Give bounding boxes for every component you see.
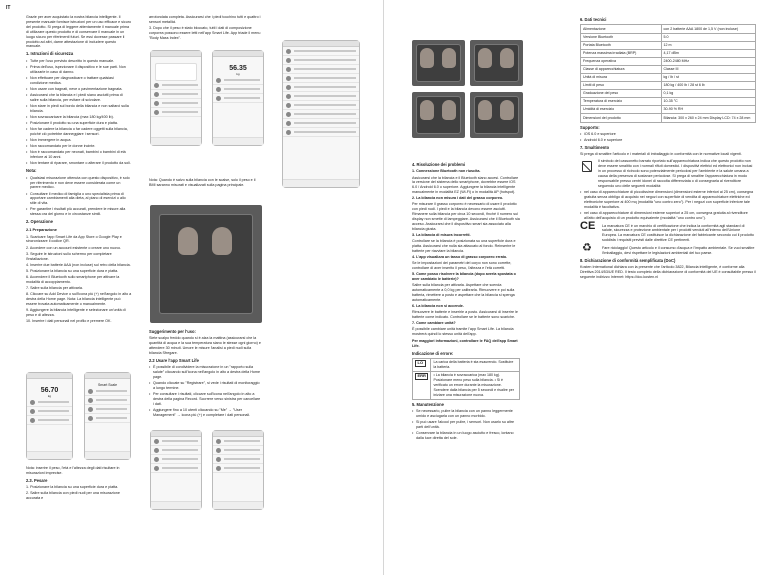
weigh-heading: 2.3. Pesare — [26, 477, 48, 483]
list-item: • Non immergere in acqua. — [26, 138, 132, 143]
spec-value: 10-35 °C — [661, 98, 756, 106]
error-display-heading: Indicazione di errore: — [412, 350, 454, 356]
app-list — [149, 365, 261, 418]
preparation-steps — [26, 235, 132, 324]
list-item: • Non effettuare per diagnosticare o trattare qualsiasi condizione medica. — [26, 76, 132, 86]
specs-heading: 6. Dati tecnici — [580, 17, 607, 22]
recycle-text: Fare riciclaggio! Questo articolo e il consumo d'acqua e l'impatto ambientale. Se vuoi smaltire l'imballaggio, devi rispettare le legislazioni ambientali del tuo paese. — [602, 246, 755, 256]
middle-column-top — [149, 15, 261, 42]
error-description: La carica della batteria è sta esaurendo. Sostituire la batteria. — [431, 359, 520, 372]
bottom-note: Nota: inserire il peso, l'età e l'altezza degli dati risultare in misurazioni imprecise. — [26, 466, 120, 475]
error-table — [412, 358, 520, 400]
support-heading: Supporto: — [580, 124, 600, 130]
note-heading: Nota: — [26, 168, 37, 174]
error-row — [413, 372, 520, 400]
app-screenshot-weight — [150, 50, 202, 146]
note-2-text: Nota: Quando è salvo sulla bilancia con le scalse, solo il peso e il BMI saranno misurati e visualizzati sulla pagina principale. — [149, 178, 256, 187]
app-screenshot-result — [212, 50, 264, 146]
troubleshooting-column — [412, 160, 520, 442]
spec-label: Unità di misura — [581, 73, 662, 81]
maintenance-list — [412, 409, 520, 441]
support-list — [580, 132, 756, 143]
trouble-question: 2. La bilancia non misura i dati del grasso corporeo. — [412, 196, 504, 201]
spec-value: Classe III — [661, 65, 756, 73]
recycle-block — [580, 242, 756, 256]
doc-text: Kosten International dichiara con la presente che l'articolo 3822, Bilancia intelligente, è conforme alla Direttiva 2014/53/UE RED. Il testo completo della dichiarazione di conformità del UE è consultabile presso il seguente indirizzo Internet: https://doc.kosten.nl — [580, 265, 756, 280]
app-screenshot-add-device — [282, 40, 360, 188]
list-item: • Prima dell'uso, ispezionare il dispositivo e le sue parti. Non utilizzarle in caso di danno. — [26, 65, 132, 75]
screen-weight-value: 56.70 — [40, 387, 59, 394]
faq-text: Per maggiori informazioni, controllare le FAQ dell'app Smart Life. — [412, 338, 518, 348]
spec-value: con 2 batterie AAA 1800 de 1,5 V (non incluse) — [661, 25, 756, 33]
list-item: • Non stare in piedi sul bordo della bilancia e non saltarci sulla bilancia. — [26, 104, 132, 114]
left-column-text — [26, 15, 132, 325]
spec-value: 4,17 dBm — [661, 49, 756, 57]
list-item: • Posizionare il prodotto su una superficie dura e piatta. — [26, 121, 132, 126]
spec-value: 12 m — [661, 41, 756, 49]
spec-label: Frequenza operativa — [581, 57, 662, 65]
tips-heading: Suggerimento per l'uso: — [149, 329, 196, 334]
list-item: • nel caso di apparecchiature di piccolissime dimensioni (dimensioni esterne inferiori ai 25 cm), consegna gratuita senza obbligo di acquisto nei negozi con superficie di vendita di apparecchiature elettriche ed elettroniche superiore ai 400 mq (modalità "uno contro zero"). Per i negozi con superficie inferiore tale modalità è facoltativa. — [580, 190, 756, 210]
ce-text: La marcatura CE è un marchio di certificazione che indica la conformità agli standard di salute, sicurezza e protezione ambientale per i prodotti venduti all'interno dell'Unione Europea. La marcatura CE costituisce la dichiarazione del fabbricante secondo cui il prodotto soddisfa i requisiti previsti dalle direttive CE pertinenti. — [602, 223, 754, 243]
spec-value: 5.0 — [661, 33, 756, 41]
list-item: 8. Cliccare su Add Device o sull'icona più (+) nell'angolo in alto a destra della Home page. Nota: La bilancia intelligente può essere trovata automaticamente o manualmente. — [26, 291, 132, 306]
spec-value: Bilancia: 300 x 260 x 24 mm Display LCD: 74 x 28 mm — [661, 114, 756, 122]
app-screenshot-report — [150, 430, 202, 510]
ce-mark-icon: CE — [580, 219, 596, 232]
list-item: • Android 6.0 e superiore — [580, 138, 756, 143]
spec-value: 30-90 % RH — [661, 106, 756, 114]
safety-heading: 1. Istruzioni di sicurezza — [26, 51, 74, 57]
spec-label: Dimensioni del prodotto — [581, 114, 662, 122]
screen-result-value: 56.35 — [229, 65, 247, 72]
spec-value: 180 kg / 400 lb / 28 st 6 lb — [661, 82, 756, 90]
list-item: • Quando cliccate su "Registrare", si vede i risultati di monitoraggio a lungo termine. — [149, 381, 261, 391]
list-item: • Non è raccomandato per neonati, bambini o bambini di età inferiore ai 10 anni. — [26, 150, 132, 160]
error-code: ERR — [415, 373, 428, 380]
list-item: 7. Salire sulla bilancia per attivarla. — [26, 285, 83, 290]
scale-photo-3 — [412, 92, 465, 138]
list-item: • Non raccomandato per le donne incinte. — [26, 144, 132, 149]
list-item: 4. Inserire due batterie AAA (non incluse) sul retro della bilancia. — [26, 262, 131, 267]
trouble-question: 6. La bilancia non si accende. — [412, 303, 464, 308]
intro-paragraph: Grazie per aver acquistato la nostra bilancia intelligente. Il presente manuale fornisce istruzioni per un uso efficace e sicuro del prodotto. Si prega di leggere attentamente il manuale prima di utilizzare questo prodotto e di conservare il manuale in un luogo sicuro per riferimenti futuri. Se essi dovesse passare il prodotto ad altri, darne attestazione di includere questo manuale. — [26, 15, 132, 49]
operation-heading: 2. Operazione — [26, 219, 53, 225]
list-item: 1. Scaricare l'app Smart Life da App Store o Google Play e sincronizzare il codice QR. — [26, 234, 122, 244]
doc-heading: 8. Dichiarazione di conformità semplificata (DoC) — [580, 257, 676, 263]
troubleshooting-heading: 4. Risoluzione dei problemi — [412, 162, 465, 167]
list-item: • È possibile di condividere la misurazione in un "rapporto sulla salute" cliccando sull'icona nell'angolo in alto a destra della Home page. — [149, 365, 261, 380]
safety-list — [26, 59, 132, 166]
spec-row — [581, 65, 756, 73]
list-item: • Non tentare di riparare, smontare o alterare il prodotto da soli. — [26, 161, 132, 166]
right-page — [384, 0, 768, 575]
disposal-heading: 7. Smaltimento — [580, 144, 610, 150]
list-item: 1. Posizionare la bilancia su una superficie dura e piatta. — [26, 485, 119, 490]
preparation-heading: 2.1 Preparazione — [26, 227, 57, 233]
spec-row — [581, 82, 756, 90]
app-screenshot-home — [26, 372, 73, 460]
spec-value: 2400-2480 MHz — [661, 57, 756, 65]
spec-label: Portata Bluetooth — [581, 41, 662, 49]
list-item: • Se necessario, pulire la bilancia con un panno leggermente umido e asciugarla con un panno morbido. — [412, 409, 520, 419]
list-item: • Non sovraccaricare la bilancia (max 180 kg/400 lb). — [26, 115, 132, 120]
troubleshooting-list — [412, 169, 520, 337]
ce-block — [580, 219, 756, 244]
list-item: • Conservare la bilancia in un luogo asciutto e fresco, lontano dalla luce diretta del sole. — [412, 431, 520, 441]
app-screenshot-records — [212, 430, 264, 510]
spec-row — [581, 90, 756, 98]
page-language-tag: IT — [6, 5, 11, 11]
trouble-answer: Se le impostazioni dei parametri del corpo non sono corrette, controllare di aver inserito il peso, l'altezza e l'età corretti. — [412, 261, 512, 271]
screen-result-unit: kg — [236, 72, 240, 76]
app-screenshot-scale — [84, 372, 131, 460]
step-3-text: 3. Dopo che il peso è stato bloccato, tutti i dati di composizione corporea possono essere letti nell'app Smart Life. App triade il menu "Body Mass Index". — [149, 26, 261, 40]
weigh-steps — [26, 485, 132, 501]
list-item: • iOS 6.0 e superiore — [580, 132, 756, 137]
weee-block — [580, 159, 756, 188]
trouble-answer: Salire sulla bilancia per attivarla. Aspettare che scenda automaticamente a 0,0 kg per calibrarla. Rimuovere e poi sulla batteria, rimettere a posto e aspettare che la bilancia si spenga automaticamente. — [412, 283, 515, 302]
spec-label: Potenza massima irradiata (BRP) — [581, 49, 662, 57]
trouble-answer: Rimuovere le batterie e inserirle a posto. Assicurarsi di inserire le batterie come indicato. Controllare se le batterie sono scariche. — [412, 310, 518, 319]
crossed-bin-icon — [582, 161, 592, 172]
spec-row — [581, 33, 756, 41]
list-item: • Non usare con bagnati, neve o pavimentazione bagnata. — [26, 87, 132, 92]
spec-row — [581, 114, 756, 122]
error-description: • La bilancia è sovraccarica (max 180 kg). Posizionare meno peso sulla bilancia. • Si è verificato un errore durante la misurazione. Scendere dalla bilancia per 5 secondi e risalire per iniziare una misurazione nuova. — [431, 372, 520, 400]
trouble-question: 5. Come posso risolvere la bilancia (dopo averla spostata o aver cambiato le batterie)? — [412, 272, 516, 282]
spec-value: kg / lb / st — [661, 73, 756, 81]
scale-photo-1 — [412, 40, 465, 86]
list-item: 5. Posizionare la bilancia su una superficie dura e piatta. — [26, 268, 119, 273]
spec-label: Temperatura di esercizio — [581, 98, 662, 106]
error-row — [413, 359, 520, 372]
spec-value: 0,1 kg — [661, 90, 756, 98]
note-2-block — [149, 178, 261, 189]
specs-column — [580, 15, 756, 281]
trouble-answer: Per misurare il grasso corporeo è necessario di usare il prodotto con piedi nudi. I piedi e la bilancia devono essere asciutti. Rimanere sulla bilancia per circa 10 secondi, finché il numero sul display non smette di lampeggiare. Assicurarsi che il Bluetooth sia acceso. Assicurarsi che il dispositivo smart sia associato alla bilancia giusta. — [412, 202, 520, 231]
spec-row — [581, 49, 756, 57]
trouble-answer: È possibile cambiare unità tramite l'app Smart Life. La bilancia mostrerà quindi lo stesso unità dell'app. — [412, 327, 514, 337]
spec-row — [581, 73, 756, 81]
list-item: 3. Seguire le istruzioni sullo schermo per completare l'installazione. — [26, 251, 112, 261]
screen-scale-title: Smart Scale — [97, 383, 118, 387]
trouble-question: 4. L'app visualizza un tasso di grasso corporeo errato. — [412, 255, 508, 260]
spec-label: Limiti di peso — [581, 82, 662, 90]
list-item: • Qualsiasi misurazione ottenuta con questo dispositivo, è solo per riferimento e non deve essere considerata come un parere medico. — [26, 176, 132, 191]
spec-label: Graduazione del peso — [581, 90, 662, 98]
scale-with-feet-photo — [150, 205, 262, 323]
tips-text: Siete scalpo freddo quando si è alza la mattina (assicurarsi che la quantità di acqua e la sua temperatura siano le stesse ogni giorno) e attendere 30 minuti. Umore le misure l'analisi a piedi nudi sulla bilancia Sfregare. — [149, 336, 261, 356]
scale-photo-2 — [470, 40, 523, 86]
middle-column-mid — [149, 327, 261, 419]
trouble-question: 3. La bilancia di misura incorretti. — [412, 233, 471, 238]
list-item: 2. Accedere con un account esistente o creare uno nuovo. — [26, 245, 122, 250]
spec-row — [581, 106, 756, 114]
list-item: 10. Inserire i dati personali nel profilo e premere OK. — [26, 318, 112, 323]
list-item: • Per consultare i risultati, cliccare sull'icona nell'angolo in alto a destra della pagina Record. Scorrere verso sinistra per cancellare i dati. — [149, 392, 261, 407]
note-list — [26, 176, 132, 218]
screen-weight-unit: kg — [47, 394, 52, 398]
bottom-note-block — [26, 466, 132, 502]
list-item: 6. Accendere il Bluetooth sullo smartphone per attivare la modalità di accoppiamento. — [26, 274, 120, 284]
list-item: 9. Aggiungere la bilancia intelligente e selezionare un'unità di peso e di altezza. — [26, 307, 126, 317]
list-item: • Aggiungere fino a 10 utenti cliccando su "Me" → "User Management" → icona più (+) e completare i dati personali. — [149, 408, 261, 418]
list-item: • Non far cadere la bilancia o far cadere oggetti sulla bilancia, poiché ciò potrebbe danneggiare i sensori. — [26, 127, 132, 137]
list-item: • Consultare il medico di famiglia o uno specialista prima di apportare cambiamenti alla dieta, al piano di esercizi o allo stile di vita. — [26, 192, 132, 207]
maintenance-heading: 5. Manutenzione — [412, 401, 444, 407]
trouble-answer: Controllare se la bilancia è posizionata su una superficie dura e piatta. Assicurarsi che nulla sia attaccato al fondo. Reinserire le batterie per riavviare la bilancia. — [412, 239, 516, 253]
spec-label: Alimentazione — [581, 25, 662, 33]
specs-table — [580, 24, 756, 122]
spec-label: Classe di apparecchiatura — [581, 65, 662, 73]
list-item: • Si può usare l'alcool per pulire, i sensori. Non usarlo su altre parti dell'unità. — [412, 420, 520, 430]
continued-text: arrotondata completa. Assicurarsi che i piedi tocchino tutti e quattro i sensori metallici. — [149, 15, 261, 24]
spec-label: Umidità di esercizio — [581, 106, 662, 114]
scale-photo-4 — [470, 92, 523, 138]
trouble-answer: Assicurarsi che la bilancia e il Bluetooth siano accesi. Controllare la versione del sistema dello smartphone, dovrebbe essere iOS 6.0 / Android 6.0 o superiore. Aggiungere la bilancia intelligente manualmente in modalità EZ (Wi-Fi) o in modalità AP (hotspot). — [412, 175, 519, 195]
weee-text: Il simbolo del cassonetto barrato riportato sull'apparecchiatura indica che questo prodotto non deve essere smaltito con i normali rifiuti domestici. I dispositivi elettrici ed elettronici non inclusi in un processo di ricircolo sono potenzialmente pericolosi per l'ambiente e la salute umana a causa della presenza di sostanze pericolose. Si prega di smaltire l'apparecchiatura in modo responsabile presso centri idonei di raccolta differenziata o di consegnarla al rivenditore seguendo uno delle seguenti modalità: — [598, 159, 753, 188]
spec-row — [581, 25, 756, 33]
spec-row — [581, 57, 756, 65]
app-heading: 2.2 Usare l'app Smart Life — [149, 358, 199, 364]
weee-list — [580, 190, 756, 221]
spec-label: Versione Bluetooth — [581, 33, 662, 41]
list-item: • Tutte per l'uso previsto descritto in questo manuale. — [26, 59, 132, 64]
spec-row — [581, 98, 756, 106]
list-item: • Per garantire i risultati più accurati, prendere le misure alla stessa ora del giorno e in circostanze simili. — [26, 207, 132, 217]
list-item: • nel caso di apparecchiature di dimensioni esterne superiori a 25 cm, consegna gratuita al rivenditore all'atto dell'acquisto di un prodotto equivalente (modalità "uno contro uno"). — [580, 211, 756, 221]
list-item: • Assicurarsi che la bilancia e i piedi siano asciutti prima di salire sulla bilancia, per evitare di scivolare. — [26, 93, 132, 103]
trouble-question: 7. Come cambiare unità? — [412, 321, 456, 326]
list-item: 2. Salire sulla bilancia con piedi nudi per una misurazione accurata e — [26, 491, 120, 501]
error-code: LO — [415, 360, 426, 367]
spec-row — [581, 41, 756, 49]
trouble-question: 1. Connessione Bluetooth non riuscita. — [412, 169, 481, 174]
disposal-text: Si prega di smaltire l'articolo e i materiali di imballaggio in conformità con le normative locali vigenti. — [580, 152, 742, 157]
recycle-icon: ♻ — [582, 242, 592, 255]
